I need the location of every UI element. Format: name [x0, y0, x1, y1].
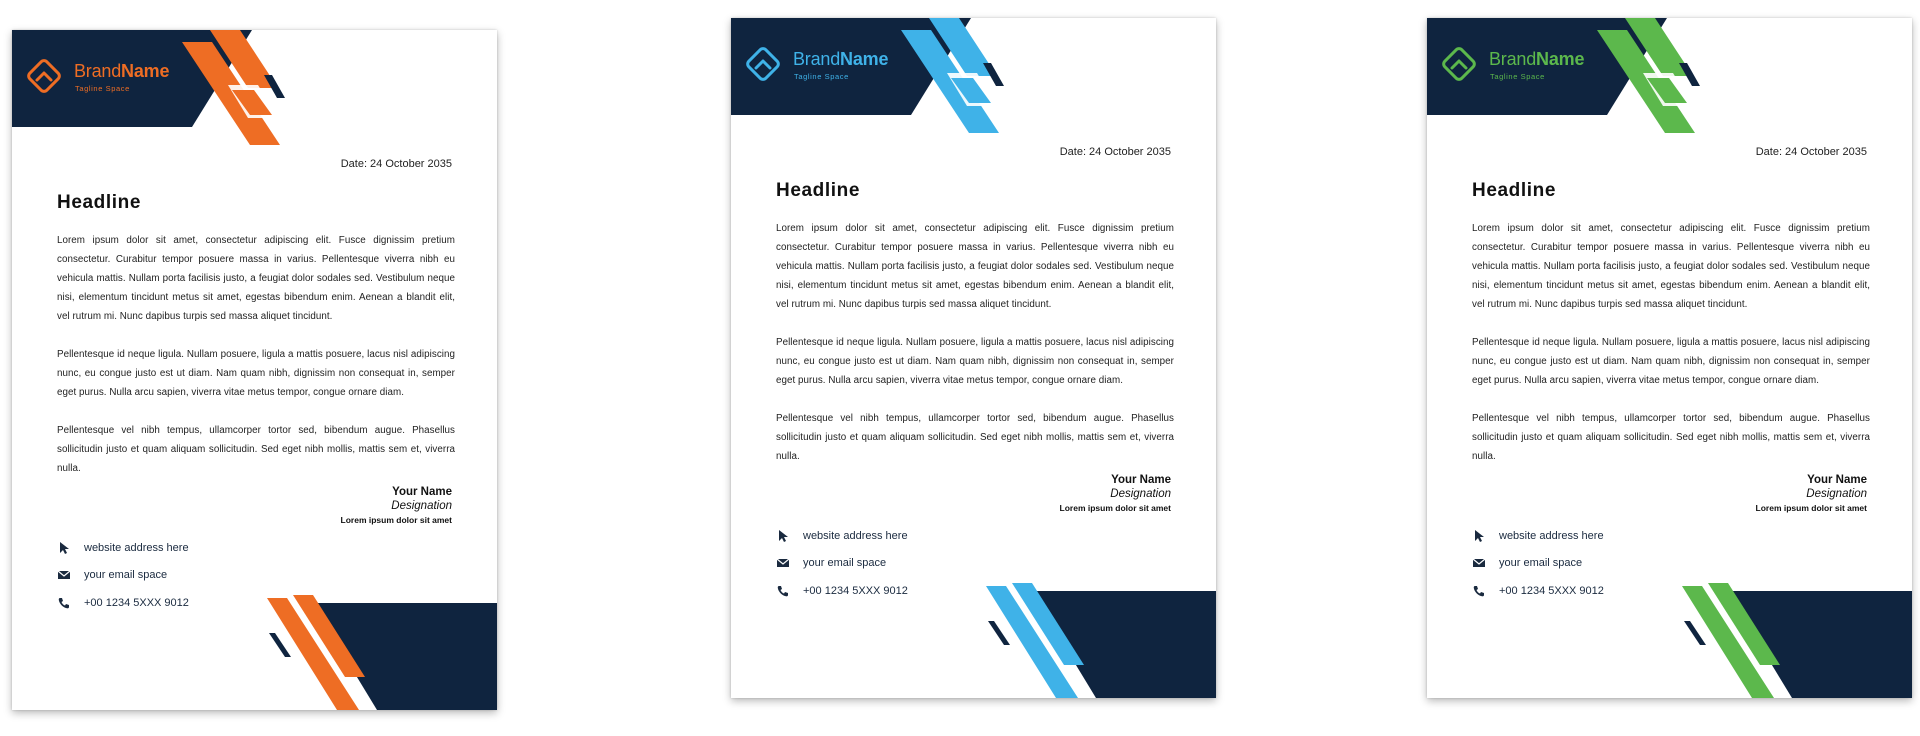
- letterhead-blue: [731, 18, 1216, 698]
- body-text: [776, 219, 1174, 485]
- headline: Headline: [1472, 180, 1556, 201]
- phone-icon: [1472, 584, 1486, 598]
- paragraph: Pellentesque vel nibh tempus, ullamcorper tortor sed, bibendum augue. Phasellus sollicitudin justo et quam aliquam sollicitudin. Sed eget nibh mollis, mattis sem et, viverra nulla.: [57, 425, 455, 474]
- paragraph: Lorem ipsum dolor sit amet, consectetur adipiscing elit. Fusce dignissim pretium consectetur. Curabitur tempor posuere massa in varius. Pellentesque viverra nibh eu vehicula mattis. Nullam porta facilisis justo, a feugiat dolor sodales sed. Vestibulum neque nisi, elementum tincidunt metus sit amet, egestas bibendum enim. Aenean a blandit elit, vel rutrum mi. Nunc dapibus turpis sed massa aliquet tincidunt.: [776, 223, 1174, 310]
- signer-subline: Lorem ipsum dolor sit amet: [1755, 503, 1867, 513]
- paragraph: Pellentesque vel nibh tempus, ullamcorper tortor sed, bibendum augue. Phasellus sollicitudin justo et quam aliquam sollicitudin. Sed eget nibh mollis, mattis sem et, viverra nulla.: [1472, 413, 1870, 462]
- contact-email: your email space: [1472, 556, 1582, 570]
- contact-phone: +00 1234 5XXX 9012: [776, 584, 908, 598]
- signer-name: Your Name: [1807, 474, 1867, 486]
- letterhead-orange: [12, 30, 497, 710]
- signer-designation: Designation: [1806, 488, 1867, 500]
- brand-logo-icon: [26, 58, 62, 94]
- brand-logo-icon: [1441, 46, 1477, 82]
- brand-name: BrandName: [74, 61, 170, 81]
- signature-block: [1756, 473, 1867, 516]
- signer-designation: Designation: [391, 500, 452, 512]
- footer-graphic: [1682, 583, 1912, 698]
- paragraph: Pellentesque id neque ligula. Nullam posuere, ligula a mattis posuere, lacus nisl adipiscing nunc, eu congue justo est ut diam. Nam quam nibh, dignissim non consequat in, semper eget purus. Nulla arcu sapien, viverra vitae metus tempor, congue ornare diam.: [57, 349, 455, 398]
- letterhead-green: [1427, 18, 1912, 698]
- cursor-icon: [776, 529, 790, 543]
- body-text: [57, 231, 455, 497]
- contact-phone: +00 1234 5XXX 9012: [1472, 584, 1604, 598]
- signer-name: Your Name: [392, 486, 452, 498]
- phone-icon: [776, 584, 790, 598]
- date: Date: 24 October 2035: [340, 158, 452, 170]
- signature-block: [1060, 473, 1171, 516]
- cursor-icon: [1472, 529, 1486, 543]
- paragraph: Pellentesque vel nibh tempus, ullamcorper tortor sed, bibendum augue. Phasellus sollicitudin justo et quam aliquam sollicitudin. Sed eget nibh mollis, mattis sem et, viverra nulla.: [776, 413, 1174, 462]
- paragraph: Lorem ipsum dolor sit amet, consectetur adipiscing elit. Fusce dignissim pretium consectetur. Curabitur tempor posuere massa in varius. Pellentesque viverra nibh eu vehicula mattis. Nullam porta facilisis justo, a feugiat dolor sodales sed. Vestibulum neque nisi, elementum tincidunt metus sit amet, egestas bibendum enim. Aenean a blandit elit, vel rutrum mi. Nunc dapibus turpis sed massa aliquet tincidunt.: [1472, 223, 1870, 310]
- contact-website: website address here: [1472, 529, 1604, 543]
- phone-icon: [57, 596, 71, 610]
- contact-website: website address here: [776, 529, 908, 543]
- signature-block: [341, 485, 452, 528]
- paragraph: Pellentesque id neque ligula. Nullam posuere, ligula a mattis posuere, lacus nisl adipiscing nunc, eu congue justo est ut diam. Nam quam nibh, dignissim non consequat in, semper eget purus. Nulla arcu sapien, viverra vitae metus tempor, congue ornare diam.: [1472, 337, 1870, 386]
- headline: Headline: [57, 192, 141, 213]
- contact-email: your email space: [57, 568, 167, 582]
- contact-website: website address here: [57, 541, 189, 555]
- footer-graphic: [267, 595, 497, 710]
- signer-subline: Lorem ipsum dolor sit amet: [1059, 503, 1171, 513]
- envelope-icon: [57, 568, 71, 582]
- contact-phone: +00 1234 5XXX 9012: [57, 596, 189, 610]
- signer-subline: Lorem ipsum dolor sit amet: [340, 515, 452, 525]
- body-text: [1472, 219, 1870, 485]
- brand-logo-icon: [745, 46, 781, 82]
- contact-email: your email space: [776, 556, 886, 570]
- tagline: Tagline Space: [1490, 72, 1545, 81]
- paragraph: Pellentesque id neque ligula. Nullam posuere, ligula a mattis posuere, lacus nisl adipiscing nunc, eu congue justo est ut diam. Nam quam nibh, dignissim non consequat in, semper eget purus. Nulla arcu sapien, viverra vitae metus tempor, congue ornare diam.: [776, 337, 1174, 386]
- footer-graphic: [986, 583, 1216, 698]
- envelope-icon: [776, 556, 790, 570]
- signer-name: Your Name: [1111, 474, 1171, 486]
- brand-name: BrandName: [1489, 49, 1585, 69]
- date: Date: 24 October 2035: [1059, 146, 1171, 158]
- header-stripes: [731, 18, 1031, 148]
- headline: Headline: [776, 180, 860, 201]
- header-stripes: [12, 30, 312, 160]
- cursor-icon: [57, 541, 71, 555]
- tagline: Tagline Space: [794, 72, 849, 81]
- envelope-icon: [1472, 556, 1486, 570]
- signer-designation: Designation: [1110, 488, 1171, 500]
- brand-name: BrandName: [793, 49, 889, 69]
- tagline: Tagline Space: [75, 84, 130, 93]
- paragraph: Lorem ipsum dolor sit amet, consectetur adipiscing elit. Fusce dignissim pretium consectetur. Curabitur tempor posuere massa in varius. Pellentesque viverra nibh eu vehicula mattis. Nullam porta facilisis justo, a feugiat dolor sodales sed. Vestibulum neque nisi, elementum tincidunt metus sit amet, egestas bibendum enim. Aenean a blandit elit, vel rutrum mi. Nunc dapibus turpis sed massa aliquet tincidunt.: [57, 235, 455, 322]
- date: Date: 24 October 2035: [1755, 146, 1867, 158]
- header-stripes: [1427, 18, 1727, 148]
